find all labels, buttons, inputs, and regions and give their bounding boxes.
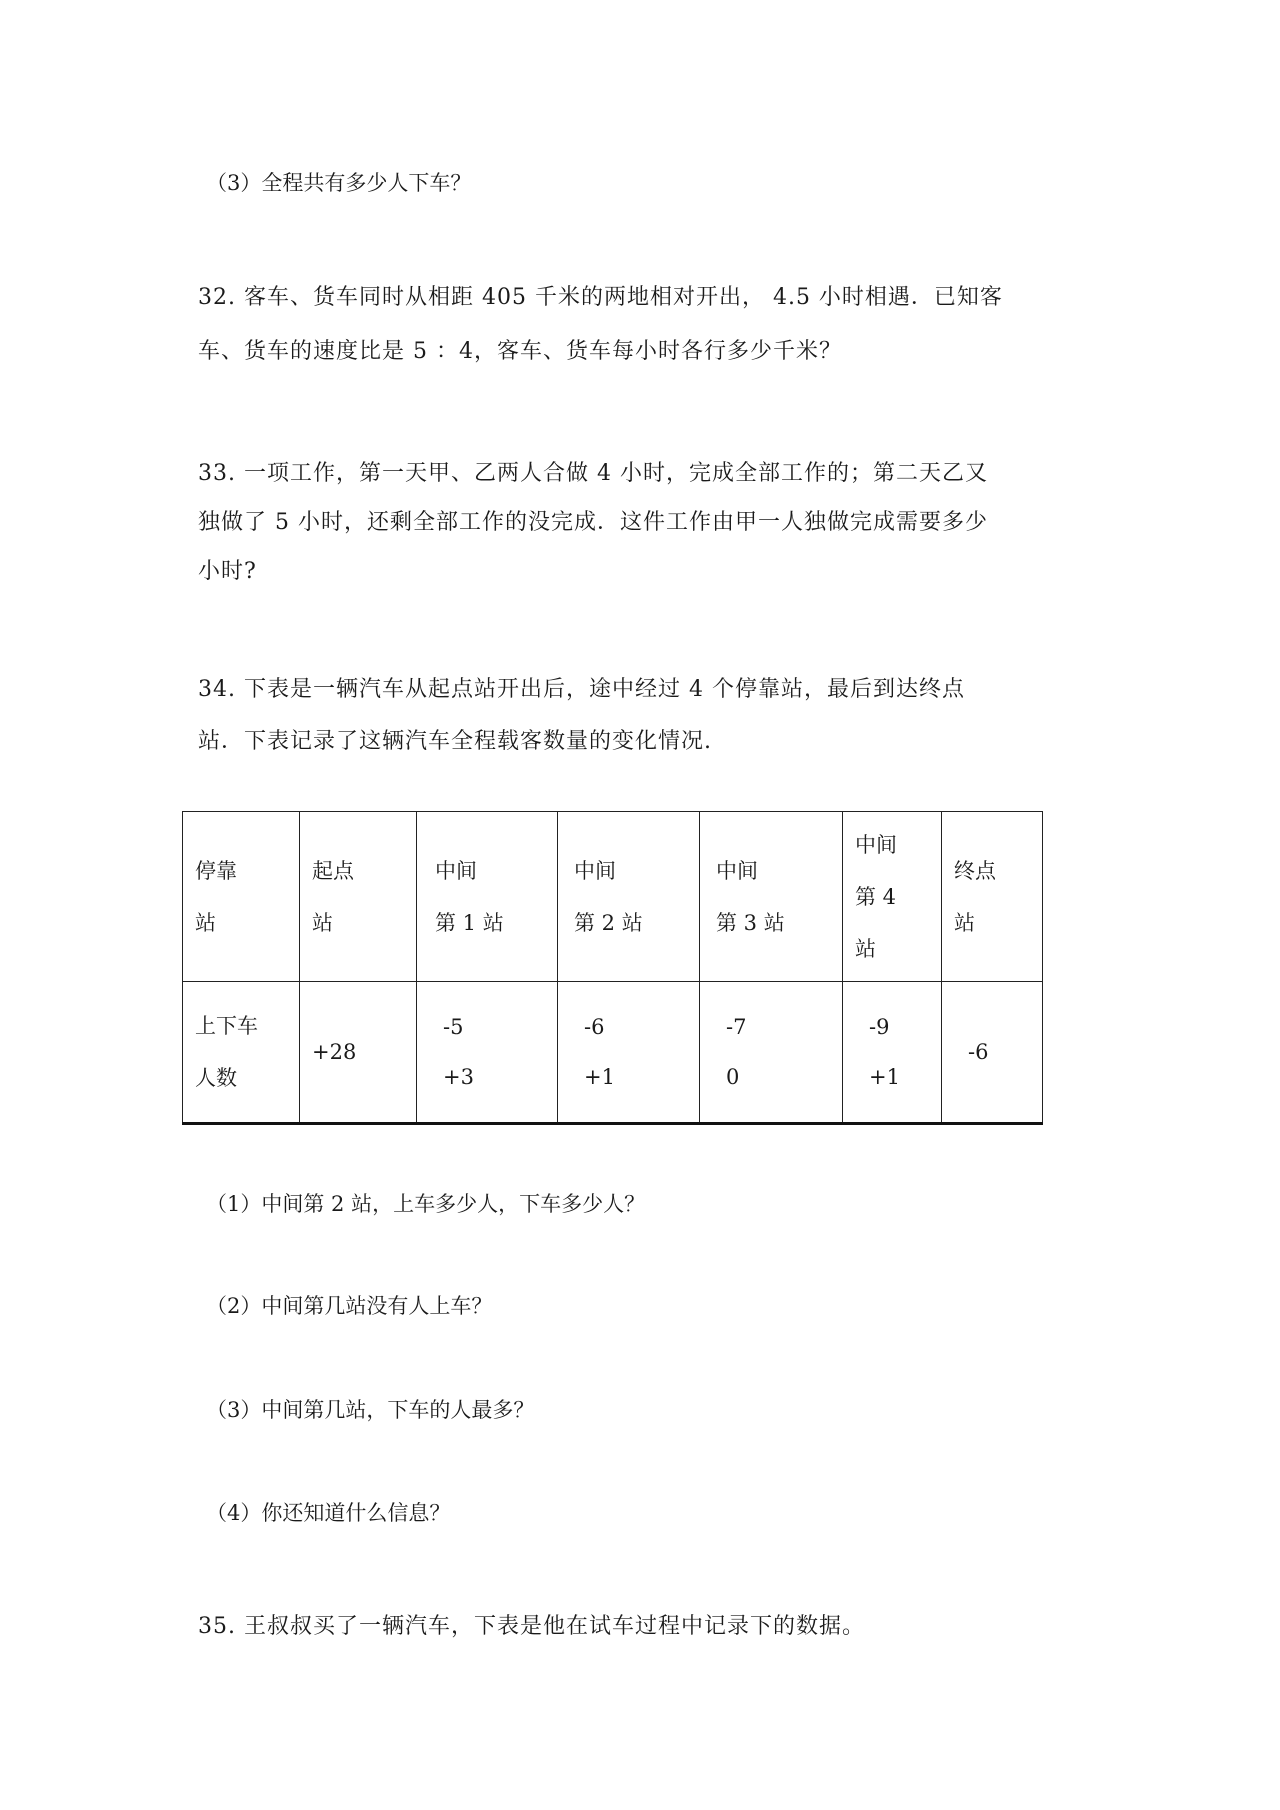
table-cell: -6 +1 bbox=[558, 982, 700, 1124]
q35-line1: 35. 王叔叔买了一辆汽车，下表是他在试车过程中记录下的数据。 bbox=[198, 1614, 865, 1639]
table-cell: +28 bbox=[300, 982, 417, 1124]
table-cell: 上下车 人数 bbox=[183, 982, 300, 1124]
table-cell: -7 0 bbox=[700, 982, 843, 1124]
table-cell: 中间 第 1 站 bbox=[417, 812, 558, 982]
q33-line2: 独做了 5 小时，还剩全部工作的没完成．这件工作由甲一人独做完成需要多少 bbox=[198, 510, 988, 535]
bus-passenger-table bbox=[182, 811, 1043, 1125]
q34-sub2: （2）中间第几站没有人上车？ bbox=[206, 1294, 493, 1318]
table-cell: -6 bbox=[942, 982, 1043, 1124]
q32-line1: 32. 客车、货车同时从相距 405 千米的两地相对开出， 4.5 小时相遇．已知客 bbox=[198, 285, 1003, 310]
table-cell: 中间 第 3 站 bbox=[700, 812, 843, 982]
table-row bbox=[183, 982, 1043, 1124]
q34-sub1: （1）中间第 2 站，上车多少人，下车多少人？ bbox=[206, 1192, 646, 1216]
q34-line2: 站．下表记录了这辆汽车全程载客数量的变化情况. bbox=[198, 729, 712, 754]
q33-line3: 小时? bbox=[198, 559, 257, 584]
table-cell: 终点 站 bbox=[942, 812, 1043, 982]
q34-sub3: （3）中间第几站，下车的人最多？ bbox=[206, 1398, 535, 1422]
table-cell: 中间 第 4 站 bbox=[843, 812, 942, 982]
table-cell: 停靠 站 bbox=[183, 812, 300, 982]
q32-line2: 车、货车的速度比是 5 ：4，客车、货车每小时各行多少千米？ bbox=[198, 339, 842, 364]
q33-line1: 33. 一项工作，第一天甲、乙两人合做 4 小时，完成全部工作的；第二天乙又 bbox=[198, 461, 988, 486]
table-cell: 起点 站 bbox=[300, 812, 417, 982]
table-cell: -5 +3 bbox=[417, 982, 558, 1124]
table-header-row bbox=[183, 812, 1043, 982]
q34-sub4: （4）你还知道什么信息？ bbox=[206, 1501, 451, 1525]
q34-line1: 34. 下表是一辆汽车从起点站开出后，途中经过 4 个停靠站，最后到达终点 bbox=[198, 677, 965, 702]
q31-sub3: （3）全程共有多少人下车？ bbox=[206, 171, 472, 195]
table-cell: -9 +1 bbox=[843, 982, 942, 1124]
table-cell: 中间 第 2 站 bbox=[558, 812, 700, 982]
